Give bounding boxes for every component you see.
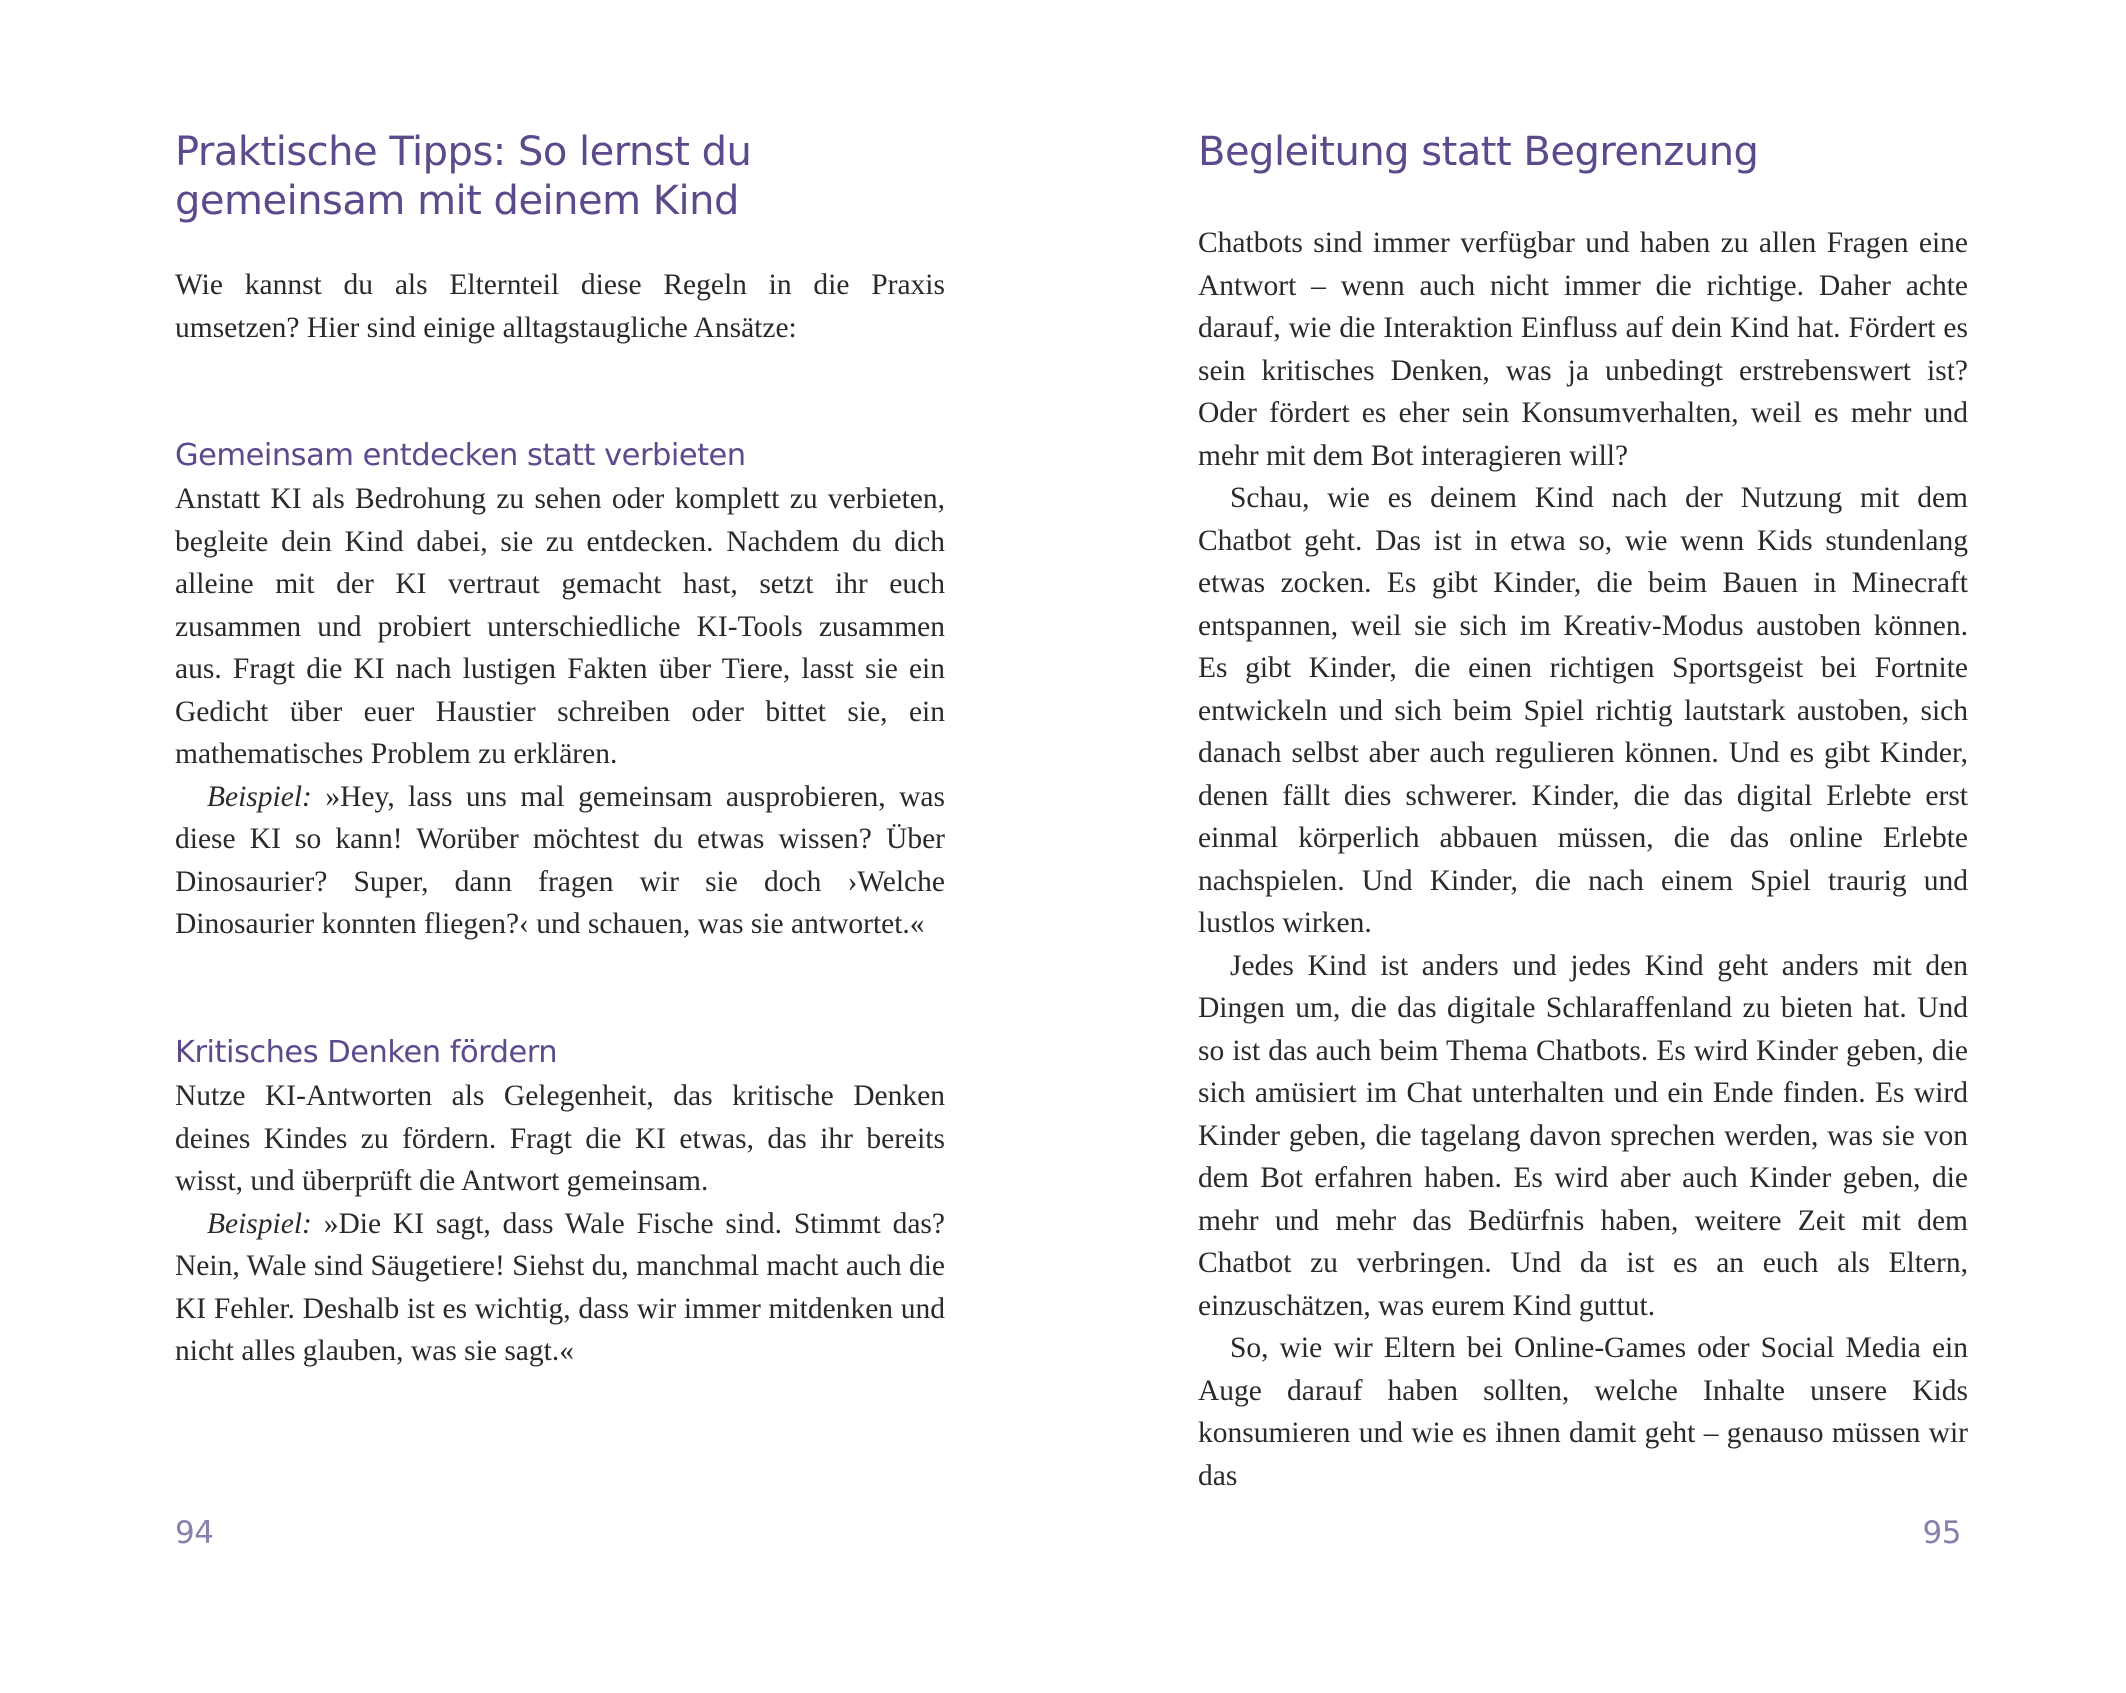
right-page-title: Begleitung statt Begrenzung xyxy=(1198,129,1759,175)
example-label: Beispiel: xyxy=(207,780,312,813)
section-paragraph: Nutze KI-Antworten als Gelegenheit, das kritische Denken deines Kindes zu fördern. Fragt die KI etwas, das ihr bereits wisst, und überprüft die Antwort gemeinsam. xyxy=(175,1080,945,1197)
section-paragraph: Anstatt KI als Bedrohung zu sehen oder komplett zu verbieten, begleite dein Kind dabei, sie zu entdecken. Nachdem du dich alleine mit der KI vertraut gemacht hast, setzt ihr euch zusammen und probiert unterschiedliche KI-Tools zusammen aus. Fragt die KI nach lustigen Fakten über Tiere, lasst sie ein Gedicht über euer Haustier schreiben oder bittet sie, ein mathematisches Problem zu erklären. xyxy=(175,483,945,770)
intro-text: Wie kannst du als Elternteil diese Regeln in die Praxis umsetzen? Hier sind einige alltagstaugliche Ansätze: xyxy=(175,269,945,344)
right-body xyxy=(1198,222,1968,1497)
example-paragraph xyxy=(175,1203,945,1373)
page-number-right: 95 xyxy=(1922,1515,1961,1551)
body-paragraph-3: Jedes Kind ist anders und jedes Kind geht anders mit den Dingen um, die das digitale Schlaraffenland zu bieten hat. Und so ist das auch beim Thema Chatbots. Es wird Kinder geben, die sich amüsiert im Chat unterhalten und ein Ende finden. Es wird Kinder geben, die tagelang davon sprechen werden, was sie von dem Bot erfahren haben. Es wird aber auch Kinder geben, die mehr und mehr das Bedürfnis haben, weitere Zeit mit dem Chatbot zu verbringen. Und da ist es an euch als Eltern, einzuschätzen, was eurem Kind guttut. xyxy=(1198,949,1968,1322)
left-page-title: Praktische Tipps: So lernst du gemeinsam mit deinem Kind xyxy=(175,129,752,224)
section-heading-entdecken: Gemeinsam entdecken statt verbieten xyxy=(175,438,746,473)
page-number-left: 94 xyxy=(175,1515,214,1551)
example-text: »Hey, lass uns mal gemeinsam ausprobieren, was diese KI so kann! Worüber möchtest du etwas wissen? Über Dinosaurier? Super, dann fragen wir sie doch ›Welche Dinosaurier konnten fliegen?‹ und schauen, was sie antwortet.« xyxy=(175,780,945,940)
right-page xyxy=(1063,0,2126,1693)
body-paragraph-4: So, wie wir Eltern bei Online-Games oder Social Media ein Auge darauf haben sollten, welche Inhalte unsere Kids konsumieren und wie es ihnen damit geht – genauso müssen wir das xyxy=(1198,1332,1968,1492)
section-heading-kritisch: Kritisches Denken fördern xyxy=(175,1035,558,1070)
section-body-entdecken xyxy=(175,478,945,946)
body-paragraph-1: Chatbots sind immer verfügbar und haben zu allen Fragen eine Antwort – wenn auch nicht immer die richtige. Daher achte darauf, wie die Interaktion Einfluss auf dein Kind hat. Fördert es sein kritisches Denken, was ja unbedingt erstrebenswert ist? Oder fördert es eher sein Konsumverhalten, weil es mehr und mehr mit dem Bot interagieren will? xyxy=(1198,227,1968,472)
intro-paragraph xyxy=(175,264,945,349)
section-body-kritisch xyxy=(175,1075,945,1373)
example-paragraph xyxy=(175,776,945,946)
body-paragraph-2: Schau, wie es deinem Kind nach der Nutzung mit dem Chatbot geht. Das ist in etwa so, wie wenn Kids stundenlang etwas zocken. Es gibt Kinder, die beim Bauen in Minecraft entspannen, weil sie sich im Kreativ-Modus austoben können. Es gibt Kinder, die einen richtigen Sportsgeist bei Fortnite entwickeln und sich beim Spiel richtig lautstark austoben, sich danach selbst aber auch regulieren können. Und es gibt Kinder, denen fällt dies schwerer. Kinder, die das digital Erlebte erst einmal körperlich abbauen müssen, die das online Erlebte nachspielen. Und Kinder, die nach einem Spiel traurig und lustlos wirken. xyxy=(1198,482,1968,939)
example-text: »Die KI sagt, dass Wale Fische sind. Stimmt das? Nein, Wale sind Säugetiere! Siehst du, manchmal macht auch die KI Fehler. Deshalb ist es wichtig, dass wir immer mitdenken und nicht alles glauben, was sie sagt.« xyxy=(175,1207,945,1367)
example-label: Beispiel: xyxy=(207,1207,312,1240)
